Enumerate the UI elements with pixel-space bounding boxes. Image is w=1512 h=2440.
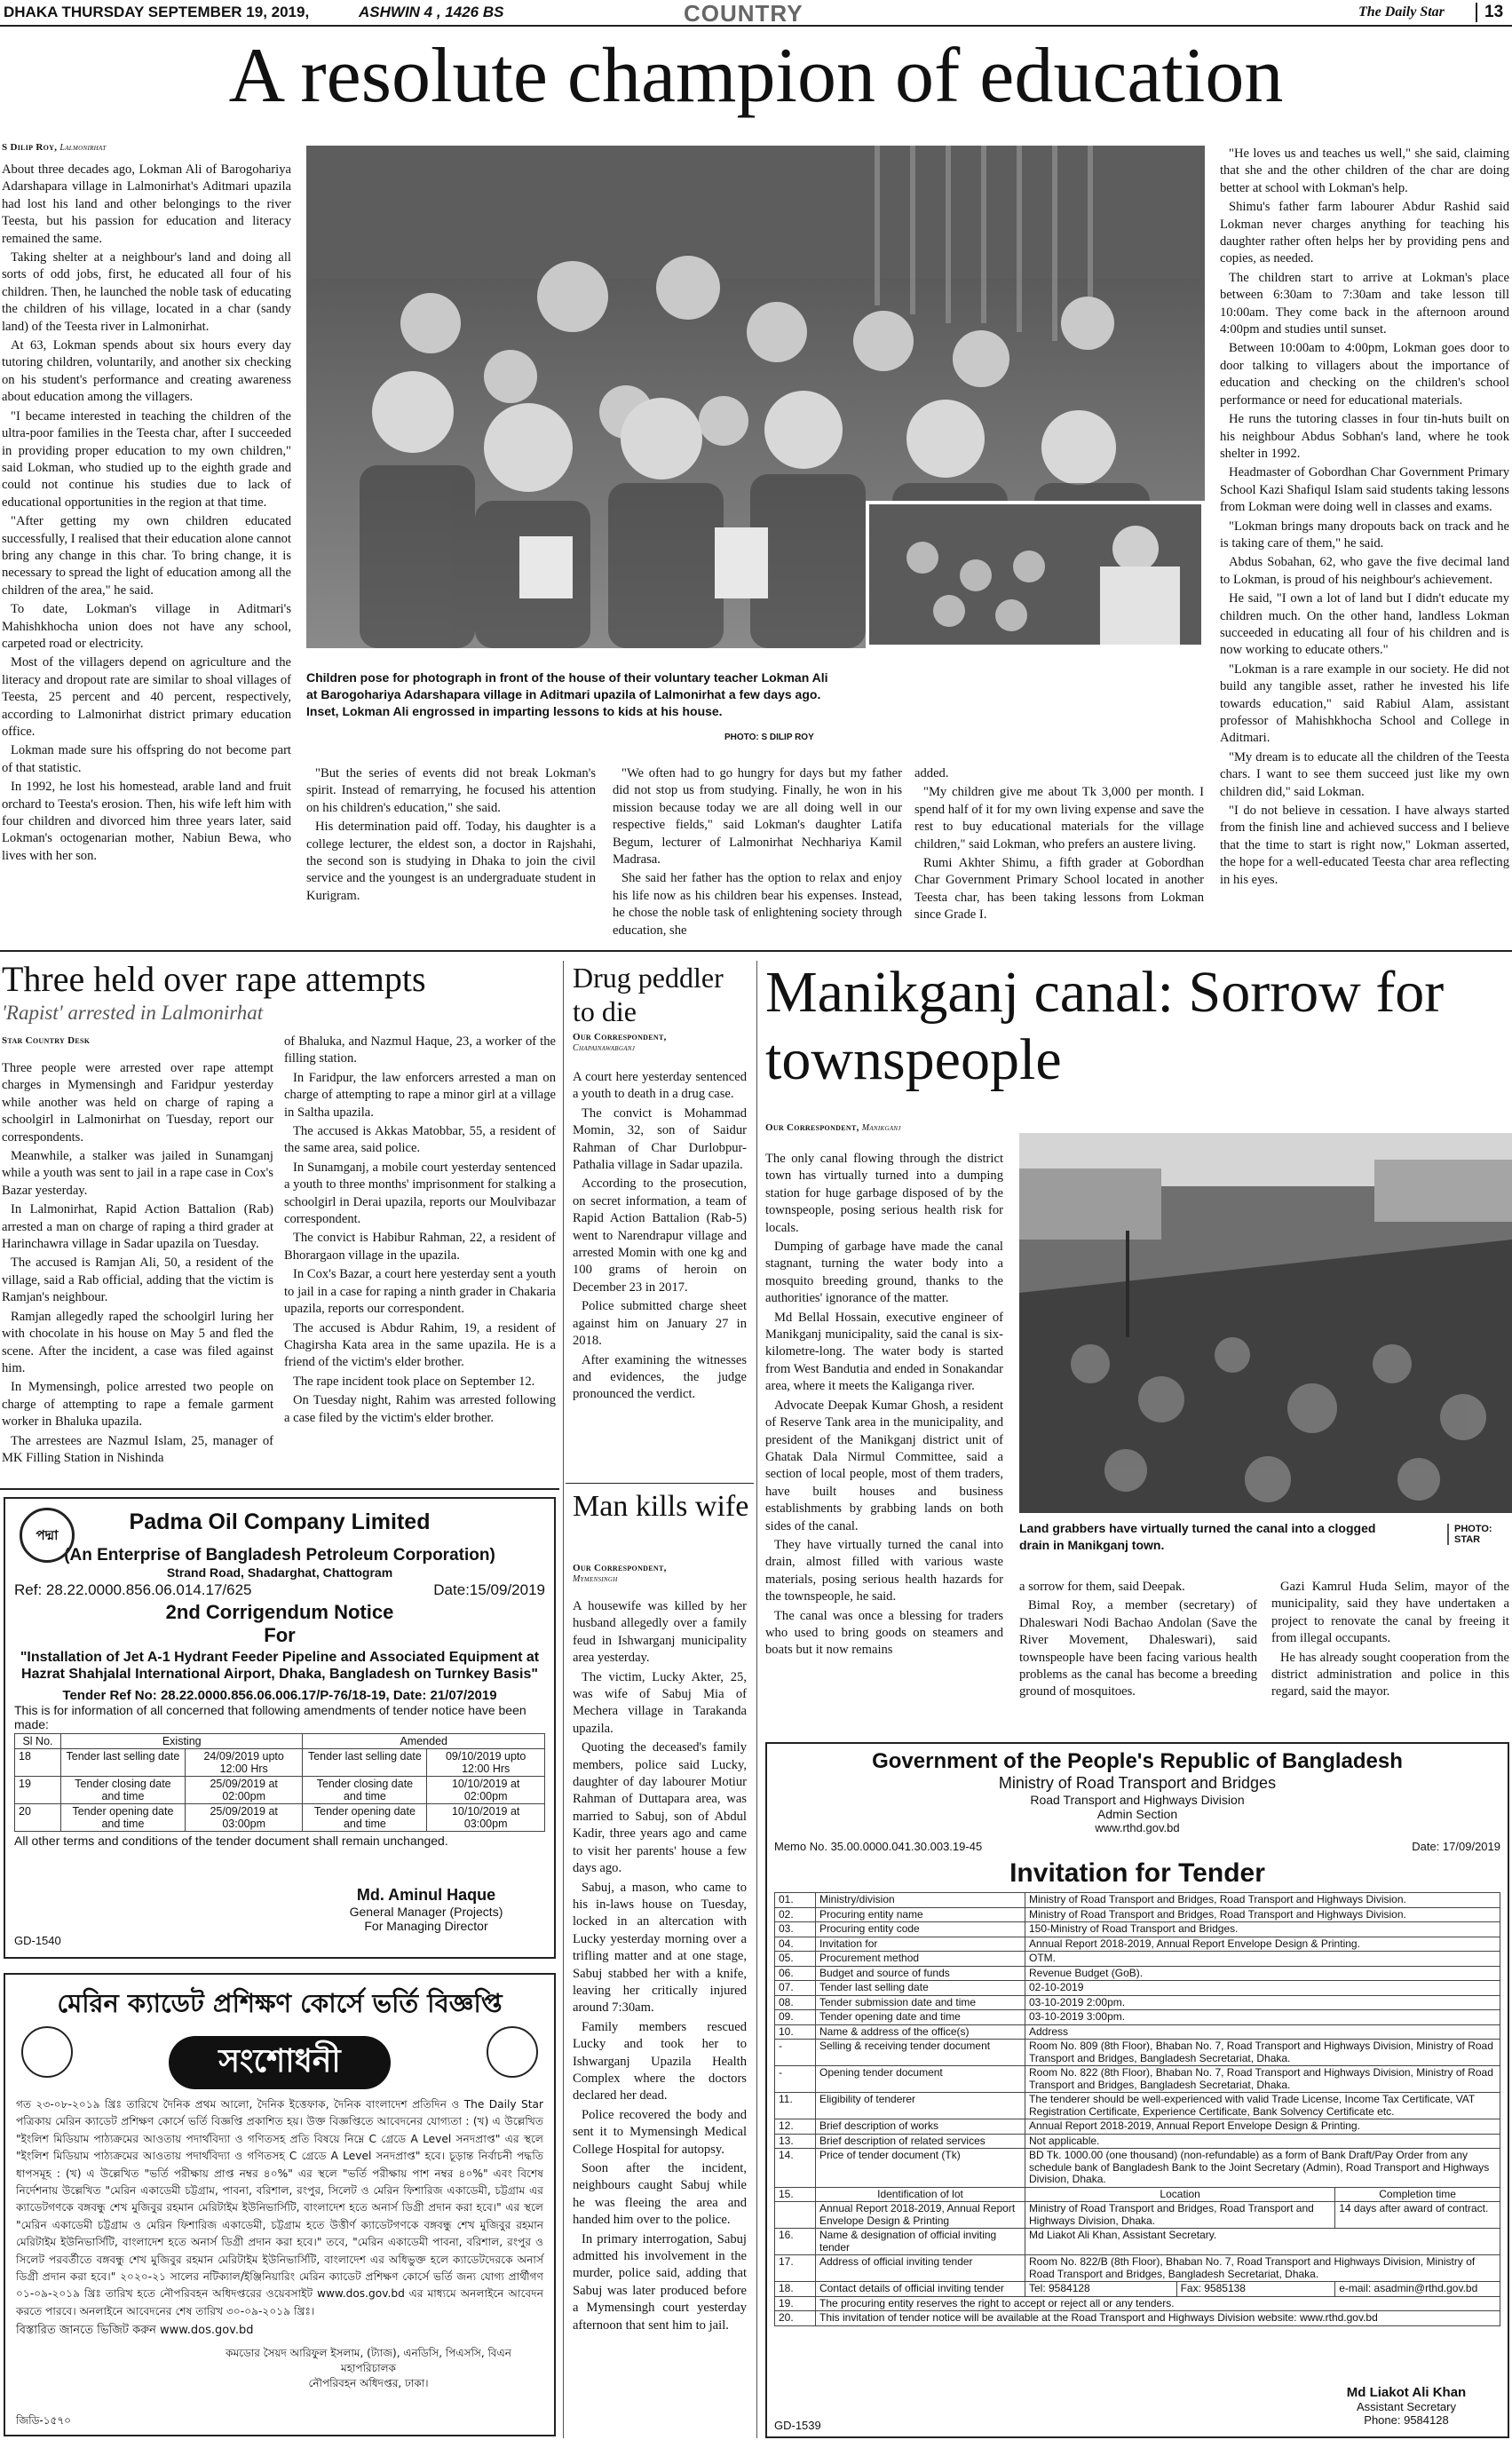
kill-paragraph: Sabuj, a mason, who came to his in-laws house on Tuesday, locked in an altercation with Lucky yesterday morning over a trifling matter and at one stage, Sabuj stabbed her with a knife, leaving her critically injured around 7:30am.	[573, 1880, 747, 2016]
table-row	[775, 1981, 1500, 1996]
lead-paragraph: In 1992, he lost his homestead, arable land and fruit orchard to Teesta's erosion. Then, his wife left him with four children and divorced him three years later, said Lokman's octogenarian mother, Nabiun Bewa, who lives with her son.	[2, 780, 291, 863]
kill-paragraph: Police recovered the body and sent it to Mymensingh Medical College Hospital for autopsy.	[573, 2107, 747, 2157]
lead-column-1	[2, 162, 291, 867]
table-cell: Identification of lot	[816, 2187, 1025, 2202]
lead-paragraph: Lokman made sure his offspring do not become part of that statistic.	[2, 743, 291, 775]
canal-photo-image	[1019, 1133, 1512, 1513]
rape-paragraph: The arrestees are Nazmul Islam, 25, manager of MK Filling Station in Nishinda	[2, 1433, 273, 1465]
page-number: 13	[1476, 3, 1503, 22]
table-cell: Selling & receiving tender document	[816, 2040, 1025, 2066]
rape-paragraph: In Sunamganj, a mobile court yesterday sentenced a youth to three months' imprisonment for stalking a schoolgirl in Derai upazila, reports our Moulvibazar correspondent.	[284, 1160, 556, 1227]
table-row	[775, 1922, 1500, 1937]
table-row	[775, 2311, 1500, 2326]
table-cell: 09/10/2019 upto 12:00 Hrs	[427, 1749, 545, 1777]
table-cell: Budget and source of funds	[816, 1966, 1025, 1981]
lead-paragraph: "We often had to go hungry for days but my father did not stop us from studying. Finally, he won in his mission because today we are all doing well in our respective fields," said Lokman's daughter Latifa Begum, lecturer of Lalmonirhat Nechhariya Kamil Madrasa.	[613, 766, 902, 867]
table-cell: Invitation for	[816, 1937, 1025, 1952]
table-cell: 08.	[775, 1995, 816, 2010]
table-cell: Revenue Budget (GoB).	[1025, 1966, 1500, 1981]
table-cell: Procuring entity code	[816, 1922, 1025, 1937]
table-cell: Fax: 9585138	[1176, 2282, 1335, 2297]
dateline-bangla: ASHWIN 4 , 1426 BS	[359, 4, 504, 20]
table-cell: The tenderer should be well-experienced with valid Trade License, Income Tax Certificate, VAT Registration Certificate, Experience Certificate, Bank Solvency Certificate etc.	[1025, 2093, 1500, 2119]
lead-paragraph: "Lokman is a rare example in our society. He did not build any tangible asset, rather he invested his life towards education," said Rabiul Alam, assistant professor of Mahishkhocha School and College in Aditmari.	[1220, 661, 1509, 746]
table-cell: Procurement method	[816, 1952, 1025, 1967]
column-rule	[756, 961, 757, 2438]
marine-sign-1: কমডোর সৈয়দ আরিফুল ইসলাম, (ট্যাজ), এনডিসি, পিএসসি, বিএন	[226, 2347, 511, 2360]
canal-paragraph: Dumping of garbage have made the canal stagnant, turning the water body into a mosquito breeding ground, thanks to the authorities' ignorance of the matter.	[765, 1240, 1003, 1306]
table-row	[775, 2134, 1500, 2149]
lead-paragraph: About three decades ago, Lokman Ali of Barogohariya Adarshapara village in Lalmonirhat's Aditmari upazila had lost his land and other belongings to the river Teesta, but his passion for education and literacy remained the same.	[2, 162, 291, 246]
table-cell: Tender submission date and time	[816, 1995, 1025, 2010]
table-cell: 14 days after award of contract.	[1335, 2202, 1500, 2229]
canal-paragraph: The canal was once a blessing for traders who used to bring goods on steamers and boats but it now remains	[765, 1608, 1003, 1658]
padma-signer-block	[311, 1886, 542, 1933]
table-cell: 24/09/2019 upto 12:00 Hrs	[185, 1749, 303, 1777]
table-row	[775, 1966, 1500, 1981]
table-cell: -	[775, 2040, 816, 2066]
drug-paragraph: Police submitted charge sheet against him on January 27 in 2018.	[573, 1299, 747, 1349]
lead-paragraph: "He loves us and teaches us well," she said, claiming that she and the other children of the char are doing better at school with Lokman's help.	[1220, 147, 1509, 195]
padma-code: GD-1540	[14, 1934, 61, 1947]
lead-paragraph: He said, "I own a lot of land but I didn't educate my children much. On the other hand, landless Lokman succeeded in educating all four of his children and is now working to educate others."	[1220, 591, 1509, 658]
canal-paragraph: The only canal flowing through the district town has virtually turned into a dumping station for huge garbage disposed of by the townspeople, posing serious health risk for locals.	[765, 1152, 1003, 1235]
lead-headline: A resolute champion of education	[228, 33, 1284, 119]
canal-column-1	[765, 1151, 1003, 1661]
table-cell: 25/09/2019 at 02:00pm	[185, 1777, 303, 1804]
lead-paragraph: She said her father has the option to relax and enjoy his life now as his children bear his expenses. Instead, he chose the noble task of enlightening society through education, she	[613, 871, 902, 938]
table-cell: BD Tk. 1000.00 (one thousand) (non-refundable) as a form of Bank Draft/Pay Order from any schedule bank of Bangladesh Bank to the Joint Secretary (Admin), Road Transport and Highways Division, Dhaka.	[1025, 2149, 1500, 2188]
rape-paragraph: The convict is Habibur Rahman, 22, a resident of Bhorargaon village in the upazila.	[284, 1231, 556, 1263]
rape-paragraph: In Cox's Bazar, a court here yesterday sent a youth to jail in a case for raping a ninth grader in Chakaria upazila, reports our correspondent.	[284, 1267, 556, 1317]
table-cell: 18.	[775, 2282, 816, 2297]
table-cell: 13.	[775, 2134, 816, 2149]
kill-body	[573, 1598, 747, 2336]
table-cell: 15.	[775, 2187, 816, 2202]
kill-paragraph: Quoting the deceased's family members, police said Lucky, daughter of day labourer Motiur Rahman of Duttapara area, was married to Sabuj, son of Abdul Kadir, three years ago and came to visit her parents' house a few days ago.	[573, 1740, 747, 1876]
table-row	[15, 1749, 545, 1777]
lead-paragraph: "Lokman brings many dropouts back on track and he is taking care of them," he said.	[1220, 519, 1509, 551]
lead-paragraph: "I do not believe in cessation. I have always started from the finish line and achieved success and I believe that the time to start is right now," Lokman asserted, the hope for a well-educated Teesta char area reflecting in his eyes.	[1220, 804, 1509, 887]
canal-paragraph: a sorrow for them, said Deepak.	[1019, 1580, 1185, 1594]
kill-byline-label: Our Correspondent,	[573, 1563, 667, 1573]
table-cell: -	[775, 2066, 816, 2093]
rape-paragraph: The accused is Akkas Matobbar, 55, a resident of the same area, said police.	[284, 1124, 556, 1156]
padma-logo	[20, 1508, 75, 1563]
table-cell: Price of tender document (Tk)	[816, 2149, 1025, 2188]
table-cell: 20.	[775, 2311, 816, 2326]
lead-paragraph: Taking shelter at a neighbour's land and doing all sorts of odd jobs, first, he educated all four of his children. Then, he launched the noble task of educating the children of his village, located in a char (sandy land) of the Teesta river in Lalmonirhat.	[2, 250, 291, 334]
inset-photo	[866, 501, 1205, 648]
canal-column-2	[1019, 1579, 1257, 1703]
govt-date: Date: 17/09/2019	[1412, 1840, 1500, 1853]
kill-paragraph: A housewife was killed by her husband allegedly over a family feud in Ishwarganj municipality area yesterday.	[573, 1599, 747, 1666]
govt-line-3: Road Transport and Highways Division	[1030, 1793, 1245, 1807]
lead-paragraph: "I became interested in teaching the children of the ultra-poor families in the Teesta char, after I succeeded in providing proper education to my own children," said Lokman, who studied up to the eighth grade and could not continue his studies due to lack of educational opportunities in the region at that time.	[2, 408, 291, 510]
inset-photo-image	[869, 504, 1201, 645]
padma-signer: Md. Aminul Haque	[356, 1886, 496, 1904]
kill-paragraph: Family members rescued Lucky and took her to Ishwarganj Upazila Health Complex where the doctors declared her dead.	[573, 2019, 747, 2103]
table-row	[775, 1952, 1500, 1967]
kill-paragraph: The victim, Lucky Akter, 25, was wife of Sabuj Mia of Mechera village in Tarakanda upazila.	[573, 1669, 747, 1736]
table-row	[775, 2066, 1500, 2093]
table-cell: 25/09/2019 at 03:00pm	[185, 1804, 303, 1832]
kill-paragraph: Soon after the incident, neighbours caught Sabuj while he was fleeing the area and handed him over to the police.	[573, 2161, 747, 2228]
table-row	[775, 2282, 1500, 2297]
lead-paragraph: Shimu's father farm labourer Abdur Rashid said Lokman never charges anything for teaching his daughter rather often helps her by providing pens and copies, as needed.	[1220, 200, 1509, 266]
lead-paragraph: At 63, Lokman spends about six hours every day tutoring children, voluntarily, and another six checking on his student's performance and creating awareness about education among the villagers.	[2, 338, 291, 405]
table-cell: 10.	[775, 2024, 816, 2040]
rape-paragraph: Three people were arrested over rape attempt charges in Mymensingh and Faridpur yesterday while another was held on charge of raping a schoolgirl in Lalmonirhat on Tuesday, report our correspondents.	[2, 1061, 273, 1145]
table-cell: Location	[1025, 2187, 1335, 2202]
marine-body: গত ২৩-০৮-২০১৯ খ্রিঃ তারিখে দৈনিক প্রথম আলো, দৈনিক ইত্তেফাক, দৈনিক বাংলাদেশ প্রতিদিন ও The Daily Star পত্রিকায় মেরিন ক্যাডেট প্রশিক্ষণ কোর্সে ভর্তি বিজ্ঞপ্তি প্রকাশিত হয়। উক্ত বিজ্ঞপ্তিতে আবেদনের যোগ্যতা : (খ) এ উল্লেখিত "ইংলিশ মিডিয়াম পাঠ্যক্রমের আওতায় পদার্থবিদ্যা ও গণিতসহ প্রতি বিষয়ে নিম্নে C গ্রেডে A Level সনদপ্রাপ্ত" এর স্থলে "ইংলিশ মিডিয়াম পাঠ্যক্রমের আওতায় পদার্থবিদ্যা ও গণিতসহ C গ্রেডে A Level সনদপ্রাপ্ত" হবে। চূড়ান্ত নির্বাচনী পদ্ধতি ধাপসমূহ : (খ) এ উল্লেখিত "ভর্তি পরীক্ষায় প্রাপ্ত নম্বর ৪০%" এর স্থলে "ভর্তি পরীক্ষায় পাশ নম্বর ৪০%" এবং বিশেষ নির্দেশনায় উল্লেখিত "মেরিন একাডেমী চট্টগ্রাম, পাবনা, বরিশাল, রংপুর, সিলেট ও মেরিন ফিশারিজ একাডেমী, চট্টগ্রাম এর ক্যাডেটগণকে বঙ্গবন্ধু শেখ মুজিবুর রহমান মেরিটাইম ইউনিভার্সিটি, বাংলাদেশ হতে অনার্স ডিগ্রী প্রদান করা হবে।" এর স্থলে "মেরিন একাডেমী চট্টগ্রাম ও মেরিন ফিশারিজ একাডেমী, চট্টগ্রাম হতে উত্তীর্ণ ক্যাডেটগণকে বঙ্গবন্ধু শেখ মুজিবুর রহমান মেরিটাইম ইউনিভার্সিটি, বাংলাদেশ হতে অনার্স ডিগ্রী প্রদান করা হবে।" তবে, "মেরিন একাডেমী পাবনা, বরিশাল, রংপুর ও সিলেট পরবর্তীতে বঙ্গবন্ধু শেখ মুজিবুর রহমান মেরিটাইম ইউনিভার্সিটি, বাংলাদেশ এর অধিভুক্ত হলে ক্যাডেটদেরকে অনার্স ডিগ্রী প্রদান করা হবে।" ২০২০-২১ সালের নটিক্যাল/ইঞ্জিনিয়ারিং মেরিন ক্যাডেট প্রশিক্ষণ কোর্সে ভর্তি জন্য যোগ্য প্রার্থীগণ ০১-০৯-২০১৯ খ্রিঃ তারিখ হতে নৌপরিবহন অধিদপ্তরের ওয়েবসাইট www.dos.gov.bd এর মাধ্যমে অনলাইনে আবেদন করতে পারবে। অনলাইনে আবেদনের শেষ তারিখ ৩০-০৯-২০১৯ খ্রিঃ।	[16, 2098, 543, 2317]
table-cell: Opening tender document	[816, 2066, 1025, 2093]
govt-signer: Md Liakot Ali Khan	[1346, 2385, 1467, 2400]
table-row	[775, 1893, 1500, 1908]
padma-tender-ref: Tender Ref No: 28.22.0000.856.06.006.17/P-76/18-19, Date: 21/07/2019	[62, 1688, 497, 1703]
table-row	[775, 2093, 1500, 2119]
table-cell: Tender closing date and time	[303, 1777, 427, 1804]
padma-footer: All other terms and conditions of the tender document shall remain unchanged.	[14, 1834, 448, 1848]
table-cell: Tender opening date and time	[816, 2010, 1025, 2025]
padma-project: "Installation of Jet A-1 Hydrant Feeder Pipeline and Associated Equipment at Hazrat Shahjalal International Airport, Dhaka, Bangladesh on Turnkey Basis"	[20, 1650, 540, 1682]
lead-paragraph: He runs the tutoring classes in four tin-huts built on his neighbour Abdus Sobhan's land, where he took shelter in 1992.	[1220, 412, 1509, 461]
table-cell: 17.	[775, 2255, 816, 2282]
canal-paragraph: Advocate Deepak Kumar Ghosh, a resident of Reserve Tank area in the municipality, and president of the Manikganj district unit of Ghatak Dala Nirmul Committee, said a section of local people, most of them traders, have built houses and business establishments by grabbing lands on both sides of the canal.	[765, 1398, 1003, 1533]
padma-intro: This is for information of all concerned that following amendments of tender notice have been made:	[14, 1703, 526, 1731]
canal-byline-place: Manikganj	[861, 1123, 901, 1133]
marine-title: মেরিন ক্যাডেট প্রশিক্ষণ কোর্সে ভর্তি বিজ্ঞপ্তি	[57, 1988, 503, 2018]
lead-paragraph: To date, Lokman's village in Aditmari's Mahishkhocha union does not have any school, carpeted road or electricity.	[2, 602, 291, 651]
table-row	[775, 2229, 1500, 2255]
kill-byline-place: Mymensingh	[573, 1574, 618, 1584]
lead-paragraph: "But the series of events did not break Lokman's spirit. Instead of remarrying, he focused his attention on his children's education," she said.	[306, 766, 596, 815]
table-cell: 06.	[775, 1966, 816, 1981]
padma-oil-ad	[4, 1497, 556, 1959]
drug-paragraph: A court here yesterday sentenced a youth to death in a drug case.	[573, 1070, 747, 1102]
table-row	[775, 1937, 1500, 1952]
marine-code: জিডি-১৫৭০	[16, 2414, 71, 2427]
marine-sign-3: নৌপরিবহন অধিদপ্তর, ঢাকা।	[308, 2377, 429, 2390]
table-cell: OTM.	[1025, 1952, 1500, 1967]
table-cell: 07.	[775, 1981, 816, 1996]
section-divider	[0, 950, 1512, 952]
table-cell: Completion time	[1335, 2187, 1500, 2202]
lead-paragraph: His determination paid off. Today, his daughter is a college lecturer, the eldest son, a doctor in Rajshahi, the second son is studying in Dhaka to join the civil service and the youngest is an undergraduate student in Kurigram.	[306, 820, 596, 903]
table-cell: 03-10-2019 2:00pm.	[1025, 1995, 1500, 2010]
table-cell: Tender opening date and time	[303, 1804, 427, 1832]
lead-column-2	[306, 765, 596, 907]
rape-column-2	[284, 1034, 556, 1429]
rape-paragraph: Ramjan allegedly raped the schoolgirl luring her with chocolate in his house on May 5 and fled the scene. After the incident, a case was filed against him.	[2, 1309, 273, 1375]
padma-signer-title-1: General Manager (Projects)	[349, 1905, 503, 1919]
table-cell: Procuring entity name	[816, 1907, 1025, 1922]
padma-ref: Ref: 28.22.0000.856.06.014.17/625	[14, 1581, 252, 1598]
table-cell: Tender last selling date	[303, 1749, 427, 1777]
lead-paragraph: Headmaster of Gobordhan Char Government Primary School Kazi Shafiqul Islam said students taking lessons from Lokman were doing well in classes and exams.	[1220, 465, 1509, 515]
govt-signer-title: Assistant Secretary	[1357, 2400, 1456, 2413]
section-name: COUNTRY	[684, 0, 803, 27]
table-cell: Tender opening date and time	[61, 1804, 186, 1832]
table-cell: Name & address of the office(s)	[816, 2024, 1025, 2040]
drug-paragraph: According to the prosecution, on secret information, a team of Rapid Action Battalion (Rab-5) went to Narendrapur village and arrested Momin with one kg and 100 grams of heroin on December 23 in 2017.	[573, 1176, 747, 1295]
paper-logo: The Daily Star	[1358, 4, 1445, 20]
table-cell: 11.	[775, 2093, 816, 2119]
dateline: DHAKA THURSDAY SEPTEMBER 19, 2019,	[4, 4, 310, 20]
padma-th-existing: Existing	[61, 1734, 303, 1749]
table-cell: Brief description of works	[816, 2119, 1025, 2135]
table-cell: Ministry of Road Transport and Bridges, Road Transport and Highways Division.	[1025, 1893, 1500, 1908]
drug-byline-label: Our Correspondent,	[573, 1032, 667, 1042]
padma-th-sl: Sl No.	[15, 1734, 61, 1749]
table-cell: Ministry of Road Transport and Bridges, Road Transport and Highways Division.	[1025, 1907, 1500, 1922]
kill-headline: Man kills wife	[573, 1490, 749, 1523]
table-row	[775, 2296, 1500, 2311]
lead-byline	[2, 142, 107, 153]
bd-govt-emblem	[21, 2026, 73, 2078]
lead-paragraph: Abdus Sobahan, 62, who gave the five decimal land to Lokman, is proud of his neighbour's achievement.	[1220, 555, 1509, 587]
table-row	[775, 2040, 1500, 2066]
table-cell: The procuring entity reserves the right to accept or reject all or any tenders.	[816, 2296, 1500, 2311]
kill-byline	[573, 1563, 667, 1584]
table-cell: 10/10/2019 at 03:00pm	[427, 1804, 545, 1832]
table-cell: Brief description of related services	[816, 2134, 1025, 2149]
rape-paragraph: In Faridpur, the law enforcers arrested a man on charge of attempting to rape a minor girl at a village in Saltha upazila.	[284, 1070, 556, 1120]
padma-subtitle: (An Enterprise of Bangladesh Petroleum Corporation)	[64, 1546, 495, 1565]
govt-memo: Memo No. 35.00.0000.041.30.003.19-45	[774, 1840, 983, 1853]
table-row	[15, 1804, 545, 1832]
padma-logo-text: পদ্মা	[36, 1527, 59, 1543]
lead-paragraph: "My children give me about Tk 3,000 per month. I spend half of it for my own living expense and save the rest to buy educational materials for the village children," said Lokman, who prefers an austere living.	[914, 785, 1204, 852]
drug-headline: Drug peddler to die	[573, 962, 724, 1027]
lead-paragraph: The children start to arrive at Lokman's place between 6:30am to 7:30am and take lesson till 10:00am. They come back in the afternoon around 4:00pm and studies until sunset.	[1220, 270, 1509, 337]
table-cell: Ministry of Road Transport and Bridges, Road Transport and Highways Division, Dhaka.	[1025, 2202, 1335, 2229]
rape-paragraph: Meanwhile, a stalker was jailed in Sunamganj while a youth was sent to jail in a rape case in Cox's Bazar yesterday.	[2, 1149, 273, 1198]
table-cell: 01.	[775, 1893, 816, 1908]
canal-paragraph: Gazi Kamrul Huda Selim, mayor of the municipality, said they have undertaken a project to renovate the canal by freeing it from illegal occupants.	[1271, 1580, 1509, 1646]
padma-date: Date:15/09/2019	[433, 1581, 545, 1598]
table-cell: e-mail: asadmin@rthd.gov.bd	[1335, 2282, 1500, 2297]
canal-photo-credit: PHOTO: STAR	[1447, 1524, 1509, 1545]
canal-headline: Manikganj canal: Sorrow for townspeople	[765, 960, 1445, 1092]
drug-paragraph: After examining the witnesses and evidences, the judge pronounced the verdict.	[573, 1352, 747, 1402]
table-cell: Address	[1025, 2024, 1500, 2040]
lead-paragraph: Rumi Akhter Shimu, a fifth grader at Gobordhan Char Government Primary School located in another Teesta char, has been taking lessons from Lokman since Grade I.	[914, 856, 1204, 923]
table-cell: 02.	[775, 1907, 816, 1922]
lead-byline-place: Lalmonirhat	[59, 143, 107, 153]
table-cell: Tender closing date and time	[61, 1777, 186, 1804]
table-cell: Room No. 822/B (8th Floor), Bhaban No. 7, Road Transport and Highways Division, Ministry of Road Transport and Bridges, Bangladesh Secretariat, Dhaka.	[1025, 2255, 1500, 2282]
marine-cadet-ad	[4, 1973, 556, 2436]
drug-body	[573, 1069, 747, 1406]
table-cell: Tel: 9584128	[1025, 2282, 1177, 2297]
govt-table	[774, 1892, 1500, 2326]
padma-signer-title-2: For Managing Director	[364, 1919, 488, 1933]
rape-paragraph: The accused is Ramjan Ali, 50, a resident of the village, said a Rab official, adding that the victim is Ramjan's neighbour.	[2, 1256, 273, 1305]
table-row	[15, 1777, 545, 1804]
table-cell: Room No. 809 (8th Floor), Bhaban No. 7, Road Transport and Highways Division, Ministry of Road Transport and Bridges, Bangladesh Secretariat, Dhaka.	[1025, 2040, 1500, 2066]
lead-paragraph: Most of the villagers depend on agriculture and the literacy and dropout rate are similar to shoal villages of Teesta, 25 percent and 40 percent, respectively, according to Lalmonirhat district primary education office.	[2, 655, 291, 739]
section-divider	[566, 1483, 754, 1484]
rape-byline: Star Country Desk	[2, 1035, 91, 1046]
table-cell: 09.	[775, 2010, 816, 2025]
column-rule	[563, 961, 564, 2438]
rape-headline: Three held over rape attempts	[2, 959, 426, 999]
lead-paragraph: Between 10:00am to 4:00pm, Lokman goes door to door talking to villagers about the importance of education and checking on the children's school performance or need for educational materials.	[1220, 341, 1509, 408]
drug-byline	[573, 1032, 667, 1053]
table-cell: 19.	[775, 2296, 816, 2311]
govt-signer-block	[1318, 2385, 1495, 2427]
masthead	[0, 0, 1512, 27]
govt-code: GD-1539	[774, 2419, 821, 2432]
table-cell: Name & designation of official inviting tender	[816, 2229, 1025, 2255]
canal-column-3	[1271, 1579, 1509, 1703]
marine-sign-2: মহাপরিচালক	[341, 2362, 396, 2375]
table-row	[775, 2255, 1500, 2282]
table-row	[775, 1995, 1500, 2010]
table-cell: Annual Report 2018-2019, Annual Report Envelope Design & Printing	[816, 2202, 1025, 2229]
table-row	[775, 2202, 1500, 2229]
table-row	[775, 1907, 1500, 1922]
lead-column-4	[914, 765, 1204, 926]
marine-signer	[194, 2346, 543, 2391]
rape-paragraph: The rape incident took place on September 12.	[293, 1374, 535, 1389]
drug-byline-place: Chapainawabganj	[573, 1043, 636, 1053]
govt-tender-ad	[765, 1742, 1509, 2438]
table-cell: 10/10/2019 at 02:00pm	[427, 1777, 545, 1804]
table-row	[775, 2024, 1500, 2040]
drug-paragraph: The convict is Mohammad Momin, 32, son of Saidur Rahman of Char Durlobpur-Pathalia village in Sadar upazila.	[573, 1105, 747, 1173]
rape-column-1	[2, 1060, 273, 1469]
table-cell: Md Liakot Ali Khan, Assistant Secretary.	[1025, 2229, 1500, 2255]
table-cell: Tender last selling date	[61, 1749, 186, 1777]
canal-caption: Land grabbers have virtually turned the canal into a clogged drain in Manikganj town.	[1019, 1521, 1376, 1552]
table-cell: 05.	[775, 1952, 816, 1967]
rape-paragraph: On Tuesday night, Rahim was arrested following a case filed by the victim's elder brother.	[284, 1393, 556, 1425]
lead-column-5	[1220, 146, 1509, 891]
table-cell: 03.	[775, 1922, 816, 1937]
canal-paragraph: They have virtually turned the canal into drain, almost filled with various waste materials, posing serious health hazards for the townspeople, he said.	[765, 1537, 1003, 1604]
rape-subhead: 'Rapist' arrested in Lalmonirhat	[2, 1002, 264, 1024]
canal-paragraph: He has already sought cooperation from the district administration and police in this regard, said the mayor.	[1271, 1650, 1509, 1699]
table-cell: Annual Report 2018-2019, Annual Report Envelope Design & Printing.	[1025, 2119, 1500, 2135]
table-cell: This invitation of tender notice will be available at the Road Transport and Highways Division website: www.rthd.gov.bd	[816, 2311, 1500, 2326]
table-cell: Room No. 822 (8th Floor), Bhaban No. 7, Road Transport and Highways Division, Ministry of Road Transport and Bridges, Bangladesh Secretariat, Dhaka.	[1025, 2066, 1500, 2093]
marine-note: বিস্তারিত জানতে ভিজিট করুন www.dos.gov.bd	[16, 2324, 254, 2338]
rape-paragraph: The accused is Abdur Rahim, 19, a resident of Chagirsha Kata area in the same upazila. He is a friend of the victim's elder brother.	[284, 1320, 556, 1370]
lead-caption: Children pose for photograph in front of the house of their voluntary teacher Lokman Ali at Barogohariya Adarshapara village in Aditmari upazila of Lalmonirhat a few days ago. Inset, Lokman Ali engrossed in imparting lessons to kids at his house.	[306, 670, 828, 718]
table-cell: Eligibility of tenderer	[816, 2093, 1025, 2119]
table-cell: Address of official inviting tender	[816, 2255, 1025, 2282]
lead-byline-name: S Dilip Roy,	[2, 142, 58, 153]
table-cell: Contact details of official inviting tender	[816, 2282, 1025, 2297]
table-cell: 19	[15, 1777, 61, 1804]
table-cell: 02-10-2019	[1025, 1981, 1500, 1996]
table-cell: 150-Ministry of Road Transport and Bridges.	[1025, 1922, 1500, 1937]
govt-line-2: Ministry of Road Transport and Bridges	[998, 1774, 1277, 1792]
table-cell: 14.	[775, 2149, 816, 2188]
canal-paragraph: Md Bellal Hossain, executive engineer of Manikganj municipality, said the canal is six-kilometre-long. The water body is started from West Bandutia and ended in Sonakandar area, where it meets the Kaliganga river.	[765, 1310, 1003, 1394]
padma-address: Strand Road, Shadarghat, Chattogram	[166, 1565, 393, 1580]
table-row	[775, 2010, 1500, 2025]
table-row	[775, 2119, 1500, 2135]
table-row	[775, 2149, 1500, 2188]
lead-photo-credit: PHOTO: S DILIP ROY	[724, 733, 814, 742]
table-cell: 16.	[775, 2229, 816, 2255]
kill-paragraph: In primary interrogation, Sabuj admitted his involvement in the murder, police said, adding that Sabuj was later produced before a Mymensingh court yesterday afternoon that sent him to jail.	[573, 2231, 747, 2333]
lead-photo	[306, 146, 1205, 648]
govt-line-4: Admin Section	[1096, 1807, 1178, 1821]
table-cell: 18	[15, 1749, 61, 1777]
govt-title: Government of the People's Republic of Bangladesh	[872, 1749, 1403, 1773]
marine-banner: সংশোধনী	[169, 2036, 391, 2089]
padma-th-amended: Amended	[303, 1734, 545, 1749]
padma-for: For	[264, 1624, 296, 1646]
lead-paragraph: "After getting my own children educated successfully, I realised that their education alone cannot bring any change in this char. To bring change, it is necessary to spread the light of education among all the children of the area," he said.	[2, 514, 291, 598]
padma-title: Padma Oil Company Limited	[129, 1509, 431, 1534]
table-cell: 20	[15, 1804, 61, 1832]
rape-paragraph: In Mymensingh, police arrested two people on charge of attempting to rape a female garment worker in Bhaluka upazila.	[2, 1380, 273, 1430]
govt-heading: Invitation for Tender	[1009, 1858, 1265, 1888]
govt-phone: Phone: 9584128	[1364, 2413, 1449, 2427]
rape-paragraph: of Bhaluka, and Nazmul Haque, 23, a worker of the filling station.	[284, 1034, 556, 1066]
section-divider	[0, 1488, 559, 1490]
table-cell: Ministry/division	[816, 1893, 1025, 1908]
marine-academy-emblem	[487, 2026, 538, 2078]
table-cell: Not applicable.	[1025, 2134, 1500, 2149]
rape-paragraph: In Lalmonirhat, Rapid Action Battalion (Rab) arrested a man on charge of raping a third grader at Harinchawra village in Sadar upazila on Tuesday.	[2, 1202, 273, 1252]
table-cell: 04.	[775, 1937, 816, 1952]
table-cell: Tender last selling date	[816, 1981, 1025, 1996]
padma-table	[14, 1733, 545, 1832]
canal-photo	[1019, 1133, 1512, 1513]
lead-paragraph: "My dream is to educate all the children of the Teesta chars. I want to see them succeed just like my own children did," said Lokman.	[1220, 749, 1509, 799]
table-cell: 03-10-2019 3:00pm.	[1025, 2010, 1500, 2025]
canal-paragraph: Bimal Roy, a member (secretary) of Dhaleswari Nodi Bachao Andolan (Save the River Movement, Dhaleswari), said townspeople have been facing various health problems as the canal has become a breeding ground of mosquitoes.	[1019, 1598, 1257, 1699]
table-cell	[775, 2202, 816, 2229]
table-cell: Annual Report 2018-2019, Annual Report Envelope Design & Printing.	[1025, 1937, 1500, 1952]
canal-byline-label: Our Correspondent,	[765, 1122, 859, 1133]
table-cell: 12.	[775, 2119, 816, 2135]
padma-notice-title: 2nd Corrigendum Notice	[165, 1601, 394, 1623]
lead-paragraph: added.	[914, 766, 949, 780]
govt-website: www.rthd.gov.bd	[1095, 1821, 1180, 1834]
canal-byline	[765, 1122, 901, 1133]
table-row	[775, 2187, 1500, 2202]
lead-column-3	[613, 765, 902, 941]
